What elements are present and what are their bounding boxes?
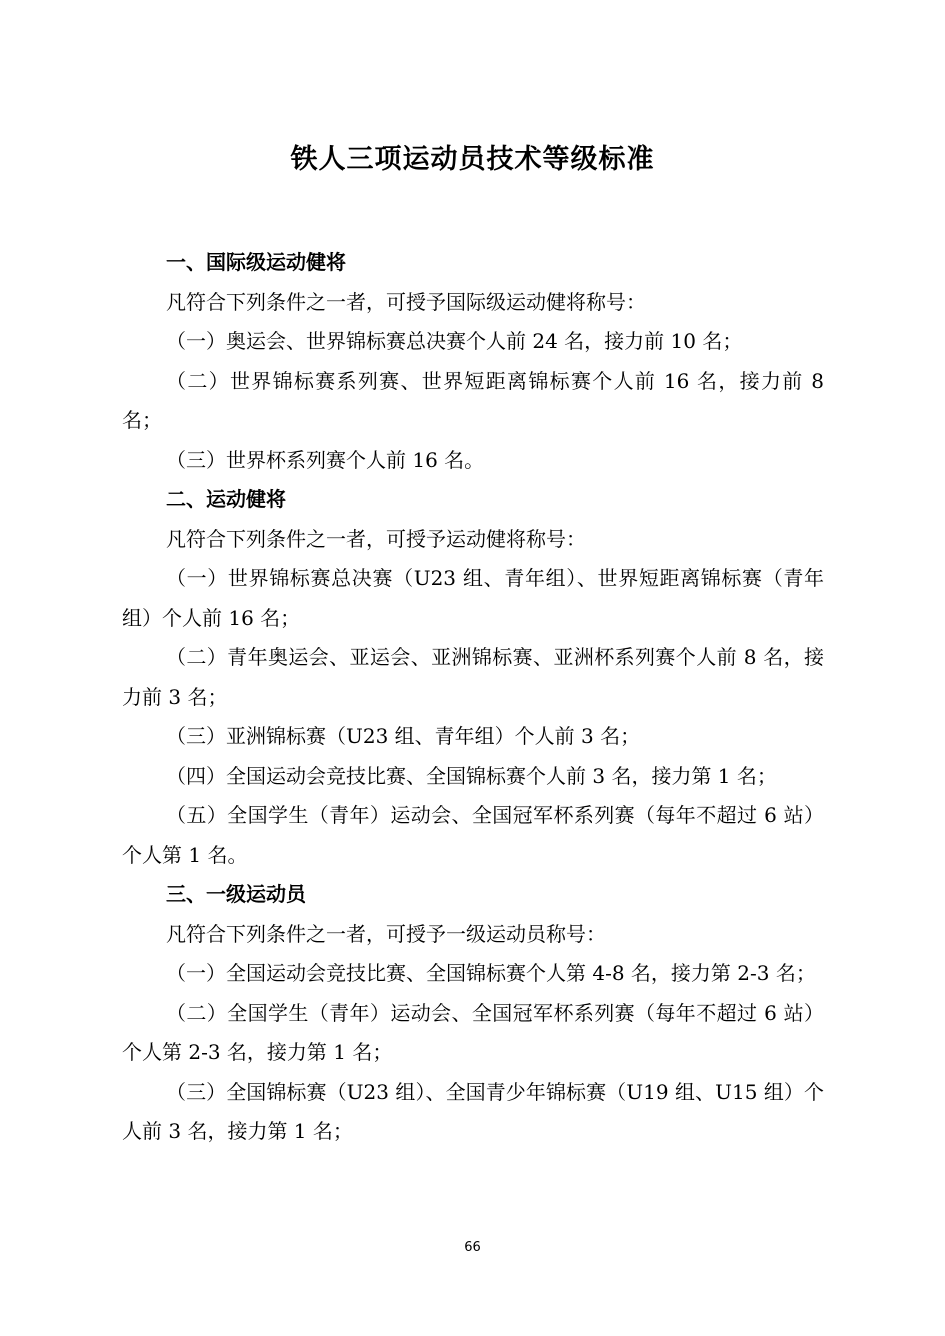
section-intro: 凡符合下列条件之一者，可授予国际级运动健将称号： (166, 289, 646, 314)
criterion-item: （二）青年奥运会、亚运会、亚洲锦标赛、亚洲杯系列赛个人前 8 名，接力前 3 名； (122, 645, 824, 709)
document-title: 铁人三项运动员技术等级标准 (290, 144, 655, 175)
document-body (122, 243, 824, 1152)
section-master-sportsman (122, 480, 824, 875)
section-heading: 一、国际级运动健将 (166, 250, 346, 274)
criterion-item: （二）全国学生（青年）运动会、全国冠军杯系列赛（每年不超过 6 站）个人第 2-3 名，接力第 1 名； (122, 1000, 824, 1064)
criterion-item: （一）奥运会、世界锦标赛总决赛个人前 24 名，接力前 10 名； (166, 329, 743, 353)
section-intro: 凡符合下列条件之一者，可授予运动健将称号： (166, 526, 586, 551)
section-intro: 凡符合下列条件之一者，可授予一级运动员称号： (166, 921, 606, 946)
page-number: 66 (464, 1240, 481, 1255)
criterion-item: （五）全国学生（青年）运动会、全国冠军杯系列赛（每年不超过 6 站）个人第 1 名。 (122, 803, 824, 867)
section-heading: 三、一级运动员 (166, 882, 306, 906)
criterion-item: （三）世界杯系列赛个人前 16 名。 (166, 447, 485, 472)
criterion-item: （三）亚洲锦标赛（U23 组、青年组）个人前 3 名； (166, 724, 641, 748)
criterion-item: （二）世界锦标赛系列赛、世界短距离锦标赛个人前 16 名，接力前 8 名； (122, 368, 824, 432)
section-first-class-athlete (122, 875, 824, 1152)
criterion-item: （一）全国运动会竞技比赛、全国锦标赛个人第 4-8 名，接力第 2-3 名； (166, 961, 816, 985)
criterion-item: （四）全国运动会竞技比赛、全国锦标赛个人前 3 名，接力第 1 名； (166, 763, 777, 788)
section-heading: 二、运动健将 (166, 487, 286, 511)
section-international-master (122, 243, 824, 480)
criterion-item: （三）全国锦标赛（U23 组）、全国青少年锦标赛（U19 组、U15 组）个人前 3 名，接力第 1 名； (122, 1079, 824, 1143)
criterion-item: （一）世界锦标赛总决赛（U23 组、青年组）、世界短距离锦标赛（青年组）个人前 16 名； (122, 566, 824, 630)
